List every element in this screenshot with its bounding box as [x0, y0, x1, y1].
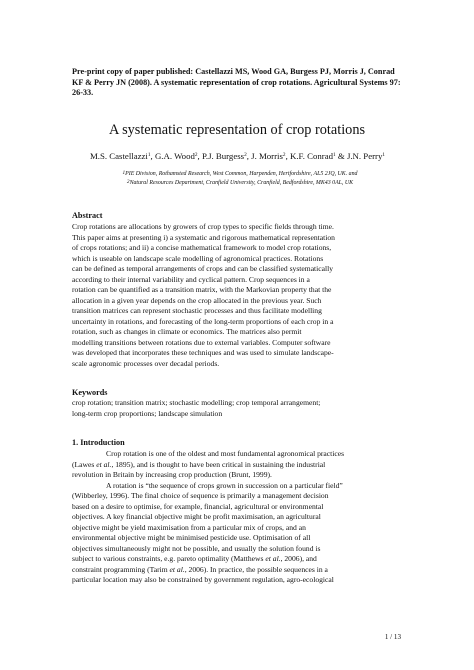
- line-text: objective might be yield maximisation from a particular mix of crops, and an: [72, 522, 306, 532]
- introduction-line: [72, 491, 410, 502]
- line-text: objectives. A key financial objective might be profit maximisation, an agricultural: [72, 512, 321, 521]
- author-affiliation-marker: 2: [194, 152, 198, 158]
- line-text: Crop rotation is one of the oldest and most fundamental agronomical practices: [106, 449, 345, 458]
- affiliation-line: [72, 179, 408, 188]
- keywords-heading: Keywords: [72, 388, 108, 397]
- abstract-line: Crop rotations are allocations by growers of crop types to specific fields through time.: [72, 222, 334, 231]
- paper-title: A systematic representation of crop rotations: [108, 122, 366, 138]
- line-text: revolution in Britain by increasing crop production (Brunt, 1999).: [72, 470, 272, 479]
- abstract-line: This paper aims at presenting i) a systematic and rigorous mathematical representation: [72, 232, 335, 242]
- line-text: , 2006). In practice, the possible sequences in a: [184, 564, 328, 574]
- line-text: particular location may also be constrained by government regulation, agro-ecological: [72, 575, 334, 584]
- introduction-body: [72, 449, 410, 586]
- line-text: (Wibberley, 1996). The final choice of sequence is primarily a management decision: [72, 491, 329, 500]
- introduction-line: [72, 533, 410, 544]
- affiliation-text: PIE Division, Rothamsted Research, West Common, Harpenden, Hertfordshire, AL5 2JQ, UK. and: [125, 171, 358, 177]
- author-affiliation-marker: 1: [382, 152, 386, 158]
- affiliations: [72, 170, 408, 188]
- author-name: K.F. Conrad: [289, 151, 334, 161]
- introduction-line: [72, 449, 410, 460]
- line-text: environmental objective might be minimised pesticide use. Optimisation of all: [72, 533, 311, 542]
- abstract-line: of crops rotations; and ii) a concise mathematical framework to model crop rotations,: [72, 243, 332, 252]
- line-text: A rotation is “the sequence of crops grown in succession on a particular field”: [106, 480, 343, 490]
- author-name: G.A. Wood: [154, 151, 195, 161]
- introduction-line: [72, 460, 410, 471]
- keywords-line: long-term crop proportions; landscape simulation: [72, 408, 223, 418]
- abstract-body: [72, 222, 410, 369]
- author-list: [70, 151, 405, 162]
- author-name: J.N. Perry: [346, 151, 383, 161]
- author-separator: &: [335, 151, 347, 161]
- abstract-line: modelling transitions between rotations due to external variables. Computer software: [72, 337, 331, 347]
- author-separator: ,: [285, 151, 290, 161]
- line-text: , 1895), and is thought to have been critical in sustaining the industrial: [111, 459, 326, 469]
- introduction-line: [72, 565, 410, 576]
- abstract-line: can be defined as temporal arrangements of crops and can be classified systematically: [72, 264, 334, 273]
- author-affiliation-marker: 2: [282, 152, 286, 158]
- line-text: based on a desire to optimise, for example, financial, agricultural or environmental: [72, 501, 324, 511]
- abstract-line: uncertainty in rotations, and forecasting of the long-term proportions of each crop in a: [72, 316, 334, 326]
- introduction-line: [72, 575, 410, 586]
- author-separator: ,: [197, 151, 202, 161]
- keywords-body: [72, 398, 410, 419]
- author-affiliation-marker: 1: [333, 152, 336, 158]
- introduction-line: [72, 481, 410, 492]
- line-text: , 2006), and: [280, 554, 317, 563]
- affiliation-text: Natural Resources Department, Cranfield University, Cranfield, Bedfordshire, MK43 0AL, UK: [129, 179, 354, 186]
- introduction-line: [72, 554, 410, 565]
- abstract-line: allocation in a given year depends on the crop allocated in the previous year. Such: [72, 295, 322, 305]
- italic-citation-text: et al.: [96, 459, 112, 469]
- author-name: J. Morris: [251, 151, 283, 161]
- introduction-line: [72, 523, 410, 534]
- line-text: constraint programming (Tarim: [72, 564, 170, 574]
- introduction-line: [72, 544, 410, 555]
- introduction-line: [72, 512, 410, 523]
- abstract-line: according to their internal variability and cyclical pattern. Crop sequences in a: [72, 274, 310, 284]
- line-text: objectives simultaneously might not be possible, and usually the solution found is: [72, 543, 321, 553]
- author-affiliation-marker: 2: [244, 152, 247, 158]
- abstract-line: transition matrices can represent stochastic processes and thus facilitate modelling: [72, 306, 322, 315]
- introduction-line: [72, 470, 410, 481]
- page-number: 1 / 13: [384, 633, 401, 641]
- italic-citation-text: et al.: [169, 564, 185, 574]
- line-text: (Lawes: [72, 459, 97, 469]
- affiliation-marker: 1: [122, 170, 126, 176]
- italic-citation-text: et al.: [265, 554, 281, 563]
- author-affiliation-marker: 1: [147, 152, 151, 158]
- abstract-line: scale agronomic processes over decadal periods.: [72, 358, 220, 368]
- abstract-line: which is useable on landscape scale modelling of agronomical practices. Rotations: [72, 253, 324, 263]
- keywords-line: crop rotation; transition matrix; stochastic modelling; crop temporal arrangement;: [72, 398, 321, 407]
- author-name: M.S. Castellazzi: [89, 151, 148, 161]
- author-name: P.J. Burgess: [201, 151, 245, 161]
- abstract-heading: Abstract: [72, 211, 103, 220]
- affiliation-marker: 2: [126, 178, 130, 185]
- author-separator: ,: [246, 151, 252, 161]
- abstract-line: was developed that incorporates these techniques and was used to simulate landscape-: [72, 348, 334, 357]
- preprint-note: Pre-print copy of paper published: Castellazzi MS, Wood GA, Burgess PJ, Morris J, Conrad KF & Perry JN (2008). A systematic representation of crop rotations. Agricultural Systems 97: 26-33.: [72, 67, 401, 97]
- introduction-heading: 1. Introduction: [72, 438, 125, 447]
- introduction-line: [72, 502, 410, 513]
- abstract-line: rotation can be quantified as a transition matrix, with the Markovian property that the: [72, 285, 332, 294]
- affiliation-line: [72, 170, 408, 179]
- author-separator: ,: [150, 151, 155, 161]
- line-text: subject to various constraints, e.g. pareto optimality (Matthews: [72, 554, 266, 563]
- abstract-line: rotation, such as changes in climate or economics. The matrices also permit: [72, 327, 302, 336]
